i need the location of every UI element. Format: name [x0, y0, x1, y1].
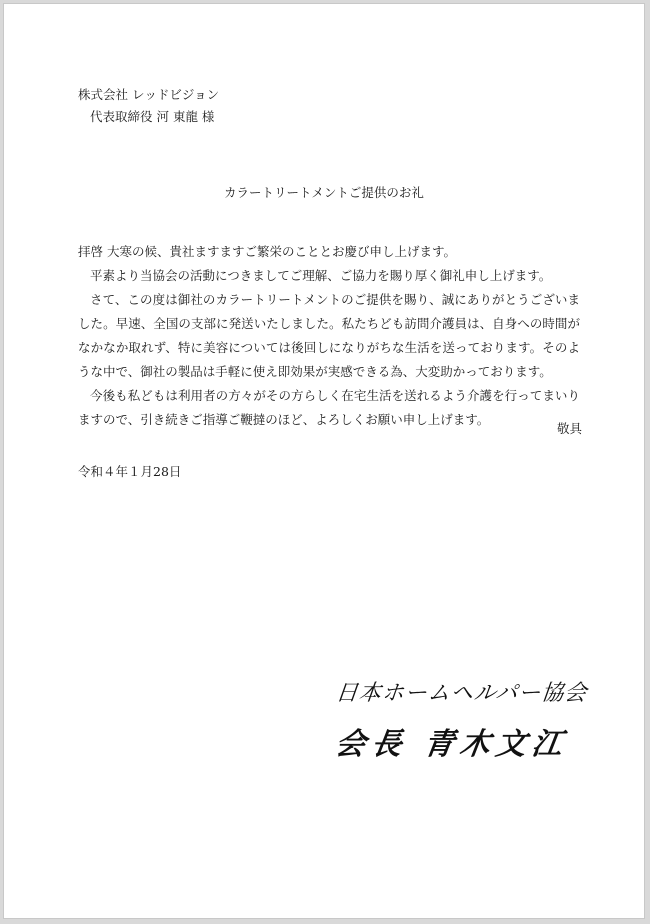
letter-date: 令和４年１月28日 — [78, 464, 182, 479]
signature-name: 会長 青木文江 — [333, 727, 571, 762]
letter-body — [78, 240, 580, 432]
body-paragraph-greeting: 拝啓 大寒の候、貴社ますますご繁栄のこととお慶び申し上げます。 — [78, 244, 456, 259]
letter-subject: カラートリートメントご提供のお礼 — [224, 185, 424, 200]
closing-word: 敬具 — [556, 421, 582, 436]
addressee-block — [78, 84, 219, 128]
addressee-person: 代表取締役 河 東龍 様 — [90, 109, 215, 124]
addressee-company: 株式会社 レッドビジョン — [78, 87, 220, 102]
body-paragraph-main: さて、この度は御社のカラートリートメントのご提供を賜り、誠にありがとうございました。早速、全国の支部に発送いたしました。私たちども訪問介護員は、自身への時間がなかなか取れず、特に美容については後回しになりがちな生活を送っております。そのような中で、御社の製品は手軽に使え即効果が実感できる為、大変助かっております。 — [78, 292, 580, 379]
signature-organization: 日本ホームヘルパー協会 — [334, 681, 589, 706]
body-paragraph-closing: 今後も私どもは利用者の方々がその方らしく在宅生活を送れるよう介護を行ってまいりますので、引き続きご指導ご鞭撻のほど、よろしくお願い申し上げます。 — [78, 388, 580, 427]
letter-page — [3, 3, 645, 919]
body-paragraph-thanks: 平素より当協会の活動につきましてご理解、ご協力を賜り厚く御礼申し上げます。 — [90, 268, 552, 283]
handwritten-signature — [333, 676, 596, 763]
